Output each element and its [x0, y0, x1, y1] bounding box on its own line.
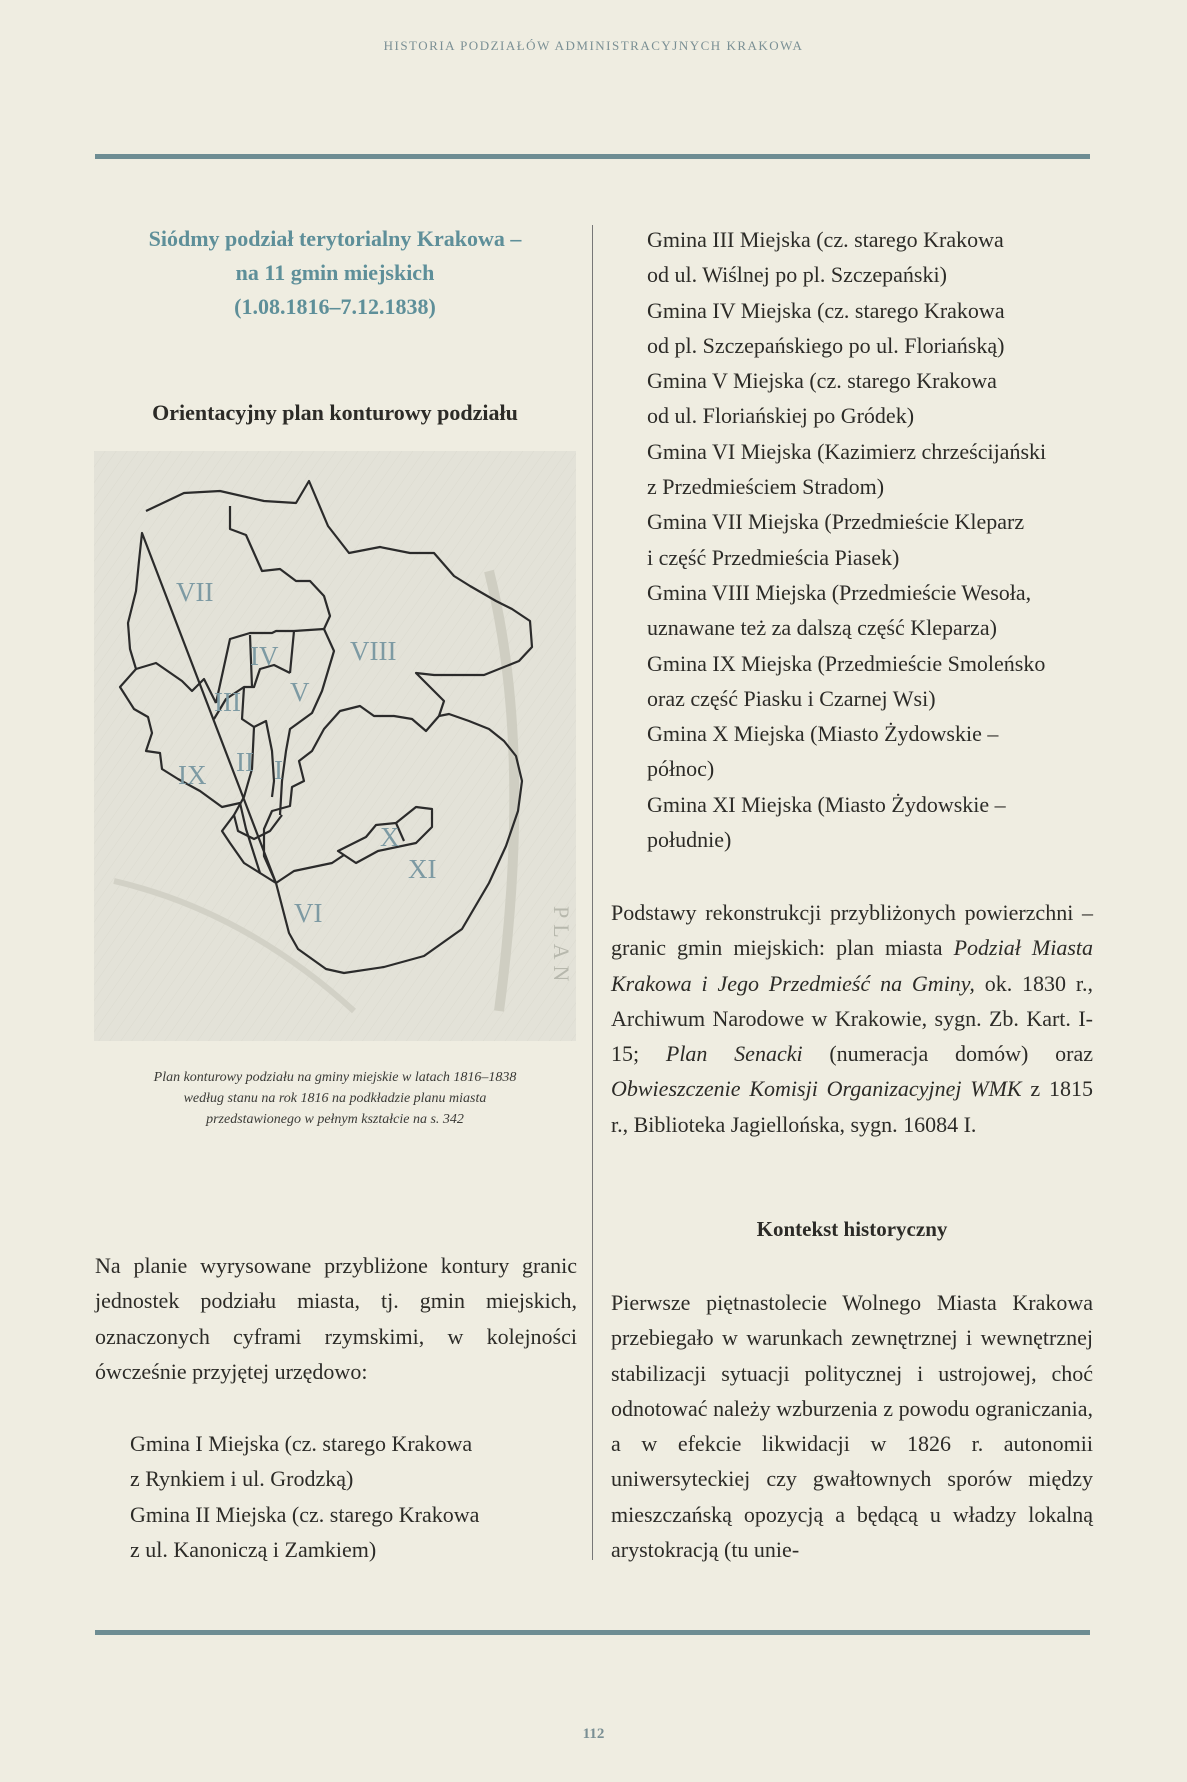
context-paragraph: Pierwsze piętnastolecie Wolnego Miasta Krakowa przebiegało w warunkach zewnętrznej i wewnętrznej stabilizacji sytuacji politycznej i ustrojowej, choć odnotować należy wzburzenia z powodu ograniczania, a w efekcie likwidacji w 1826 r. autonomii uniwersyteckiej czy gwałtownych sporów między mieszczańską opozycją a będącą u władzy lokalną arystokracją (tu unie-: [611, 1290, 1093, 1563]
map-label-ii: II: [236, 747, 254, 777]
list-item-line: południe): [647, 827, 732, 853]
list-item: [647, 646, 1087, 717]
list-item-line: uznawane też za dalszą część Kleparza): [647, 615, 997, 641]
map-label-iii: III: [214, 687, 241, 717]
intro-paragraph: Na planie wyrysowane przybliżone kontury granic jednostek podziału miasta, tj. gmin miejskich, oznaczonych cyframi rzymskimi, w kolejności ówcześnie przyjętej urzędowo:: [95, 1253, 577, 1384]
map-caption: [100, 1067, 570, 1130]
list-item: [647, 434, 1087, 505]
list-item: [130, 1497, 570, 1568]
map-label-vi: VI: [294, 898, 323, 928]
sources-paragraph: [611, 895, 1093, 1142]
caption-line-1: Plan konturowy podziału na gminy miejskie w latach 1816–1838: [153, 1070, 517, 1085]
list-item: [647, 575, 1087, 646]
list-item-line: Gmina IX Miejska (Przedmieście Smoleńsko: [647, 650, 1046, 676]
map-title: Orientacyjny plan konturowy podziału: [152, 400, 518, 425]
section-title: [110, 222, 560, 324]
sources-text: z 1815 r., Biblioteka Jagiellońska, sygn. 16084 I.: [611, 1076, 1094, 1137]
district-list-right: [647, 222, 1087, 857]
list-item-line: i część Przedmieścia Piasek): [647, 544, 900, 570]
map-label-iv: IV: [250, 641, 279, 671]
list-item-line: Gmina I Miejska (cz. starego Krakowa: [130, 1431, 473, 1456]
list-item-line: z ul. Kanoniczą i Zamkiem): [130, 1536, 377, 1562]
district-map: [94, 451, 576, 1041]
sources-text: (numeracja domów) oraz: [802, 1041, 1093, 1067]
list-item: [647, 293, 1087, 364]
list-item: [647, 363, 1087, 434]
district-list-left: [130, 1426, 570, 1567]
map-label-vii: VII: [176, 577, 214, 607]
list-item-line: Gmina II Miejska (cz. starego Krakowa: [130, 1501, 480, 1527]
section-title-line-3: (1.08.1816–7.12.1838): [234, 294, 436, 319]
list-item: [647, 787, 1087, 858]
sources-title: Plan Senacki: [665, 1041, 803, 1067]
map-label-xi: XI: [408, 854, 437, 884]
map-label-x: X: [380, 822, 400, 852]
list-item-line: Gmina XI Miejska (Miasto Żydowskie –: [647, 791, 1006, 817]
list-item-line: północ): [647, 756, 715, 782]
list-item: [647, 504, 1087, 575]
section-title-line-1: Siódmy podział terytorialny Krakowa –: [148, 226, 522, 251]
list-item-line: od ul. Wiślnej po pl. Szczepański): [647, 262, 947, 288]
list-item-line: z Rynkiem i ul. Grodzką): [130, 1466, 354, 1492]
caption-line-2: według stanu na rok 1816 na podkładzie planu miasta: [183, 1091, 487, 1106]
sources-title: Podział Miasta Krakowa i Jego Przedmieść na Gminy,: [611, 935, 1093, 996]
running-header: HISTORIA PODZIAŁÓW ADMINISTRACYJNYCH KRAKOWA: [383, 38, 804, 53]
list-item: [647, 716, 1087, 787]
map-label-v: V: [290, 677, 310, 707]
caption-line-3: przedstawionego w pełnym kształcie na s. 342: [206, 1112, 464, 1127]
list-item-line: od ul. Floriańskiej po Gródek): [647, 403, 915, 429]
bottom-rule: [95, 1630, 1090, 1635]
list-item: [130, 1426, 570, 1497]
list-item-line: z Przedmieściem Stradom): [647, 474, 885, 500]
sources-text: ok. 1830 r., Archiwum Narodowe w Krakowie, sygn. Zb. Kart. I-15;: [611, 970, 1094, 1067]
list-item-line: Gmina IV Miejska (cz. starego Krakowa: [647, 297, 1005, 323]
list-item-line: oraz część Piasku i Czarnej Wsi): [647, 685, 936, 711]
sources-text: Podstawy rekonstrukcji przybliżonych powierzchni – granic gmin miejskich: plan miasta: [611, 900, 1093, 961]
district-map-svg: [94, 451, 576, 1041]
map-label-i: I: [274, 755, 283, 785]
top-rule: [95, 154, 1090, 159]
column-divider: [592, 225, 593, 1560]
page-number: 112: [582, 1726, 605, 1742]
list-item-line: od pl. Szczepańskiego po ul. Floriańską): [647, 332, 1005, 358]
list-item-line: Gmina V Miejska (cz. starego Krakowa: [647, 368, 997, 394]
list-item-line: Gmina VIII Miejska (Przedmieście Wesoła,: [647, 579, 1032, 605]
list-item: [647, 222, 1087, 293]
map-plan-label: PLAN: [549, 906, 574, 988]
sources-title: Obwieszczenie Komisji Organizacyjnej WMK: [611, 1076, 1022, 1102]
section-title-line-2: na 11 gmin miejskich: [235, 260, 435, 285]
map-label-viii: VIII: [350, 636, 397, 666]
map-label-ix: IX: [178, 760, 207, 790]
list-item-line: Gmina III Miejska (cz. starego Krakowa: [647, 227, 1004, 252]
list-item-line: Gmina VII Miejska (Przedmieście Kleparz: [647, 509, 1025, 535]
list-item-line: Gmina X Miejska (Miasto Żydowskie –: [647, 721, 999, 747]
list-item-line: Gmina VI Miejska (Kazimierz chrześcijański: [647, 438, 1047, 464]
section-heading: Kontekst historyczny: [756, 1217, 948, 1241]
